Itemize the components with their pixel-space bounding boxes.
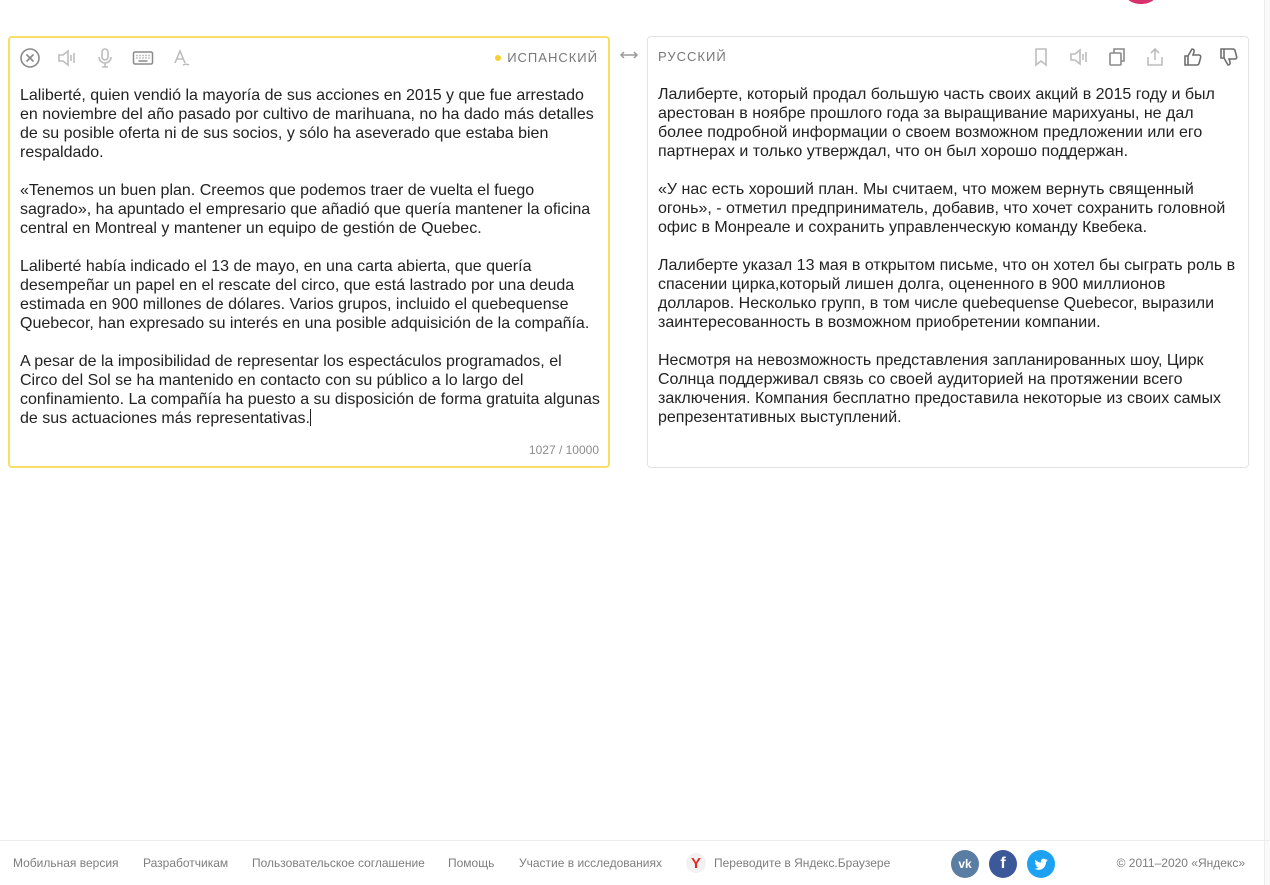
footer-link-mobile[interactable]: Мобильная версия [13, 856, 119, 870]
yandex-browser-logo-icon: Y [686, 853, 706, 873]
clear-icon[interactable] [18, 46, 42, 70]
speaker-icon[interactable] [1067, 45, 1091, 69]
source-paragraph-text: A pesar de la imposibilidad de representar los espectáculos programados, el Circo del Sol se ha mantenido en contacto con su público a lo largo del confinamiento. La compañía ha puesto a su disposición de forma gratuita algunas de sus actuaciones más representativas. [20, 353, 600, 427]
target-language-selector[interactable] [658, 49, 727, 64]
character-counter: 1027 / 10000 [528, 443, 599, 457]
copy-icon[interactable] [1105, 45, 1129, 69]
text-caret [310, 409, 311, 426]
target-pane [647, 36, 1249, 468]
source-paragraph: «Tenemos un buen plan. Creemos que podemos traer de vuelta el fuego sagrado», ha apuntado el empresario que añadió que quería mantener la oficina central en Montreal y mantener un equipo de gestión de Quebec. [20, 182, 591, 237]
target-paragraph: Несмотря на невозможность представления запланированных шоу, Цирк Солнца поддерживал связь со своей аудиторией на протяжении всего заключения. Компания бесплатно предоставила некоторые из своих самых репрезентативных выступлений. [658, 352, 1222, 426]
source-paragraph [20, 352, 600, 428]
active-language-dot [495, 55, 501, 61]
user-avatar[interactable] [1126, 0, 1156, 4]
thumbs-up-icon[interactable] [1181, 45, 1205, 69]
translation-output [658, 85, 1240, 446]
target-paragraph: «У нас есть хороший план. Мы считаем, что можем вернуть священный огонь», - отметил предприниматель, добавив, что хочет сохранить головной офис в Монреале и сохранить управленческую команду Квебека. [658, 181, 1226, 236]
target-paragraph: Лалиберте, который продал большую часть своих акций в 2015 году и был арестован в ноябре прошлого года за выращивание марихуаны, не дал более подробной информации о своем возможном предложении или его партнерах и только утверждал, что он был хорошо поддержан. [658, 86, 1215, 160]
keyboard-icon[interactable] [131, 46, 155, 70]
source-text-input[interactable] [20, 86, 600, 447]
source-toolbar [10, 38, 608, 78]
vk-icon[interactable]: vk [951, 850, 979, 878]
yandex-browser-promo[interactable] [686, 853, 890, 873]
speaker-icon[interactable] [55, 46, 79, 70]
source-pane[interactable] [8, 36, 610, 468]
twitter-icon[interactable] [1027, 850, 1055, 878]
page-scrollbar[interactable] [1264, 0, 1270, 885]
swap-languages-button[interactable] [618, 46, 640, 64]
thumbs-down-icon[interactable] [1217, 45, 1241, 69]
footer-link-research[interactable]: Участие в исследованиях [519, 856, 662, 870]
share-icon[interactable] [1143, 45, 1167, 69]
spellcheck-icon[interactable] [170, 46, 194, 70]
target-toolbar [648, 37, 1248, 77]
source-paragraph: Laliberté había indicado el 13 de mayo, en una carta abierta, que quería desempeñar un papel en el rescate del circo, que está lastrado por una deuda estimada en 900 millones de dólares. Varios grupos, incluido el quebequense Quebecor, han expresado su interés en una posible adquisición de la compañía. [20, 258, 590, 332]
footer-link-developers[interactable]: Разработчикам [143, 856, 229, 870]
source-language-label: ИСПАНСКИЙ [507, 50, 598, 65]
microphone-icon[interactable] [93, 46, 117, 70]
footer-link-help[interactable]: Помощь [448, 856, 495, 870]
facebook-icon[interactable]: f [989, 850, 1017, 878]
target-language-label: РУССКИЙ [658, 49, 727, 64]
source-language-selector[interactable] [495, 50, 598, 65]
target-paragraph: Лалиберте указал 13 мая в открытом письме, что он хотел бы сыграть роль в спасении цирка,который лишен долга, оцененного в 900 миллионов долларов. Несколько групп, в том числе quebequense Quebecor, выразили заинтересованность в возможном приобретении компании. [658, 257, 1236, 331]
bookmark-icon[interactable] [1029, 45, 1053, 69]
footer-link-user-agreement[interactable]: Пользовательское соглашение [252, 856, 425, 870]
browser-promo-label: Переводите в Яндекс.Браузере [714, 856, 891, 870]
source-paragraph: Laliberté, quien vendió la mayoría de sus acciones en 2015 y que fue arrestado en noviembre del año pasado por cultivo de marihuana, no ha dado más detalles de su posible oferta ni de sus socios, y sólo ha aseverado que estaba bien respaldado. [20, 87, 594, 161]
footer [0, 840, 1270, 885]
copyright: © 2011–2020 «Яндекс» [1116, 856, 1245, 870]
